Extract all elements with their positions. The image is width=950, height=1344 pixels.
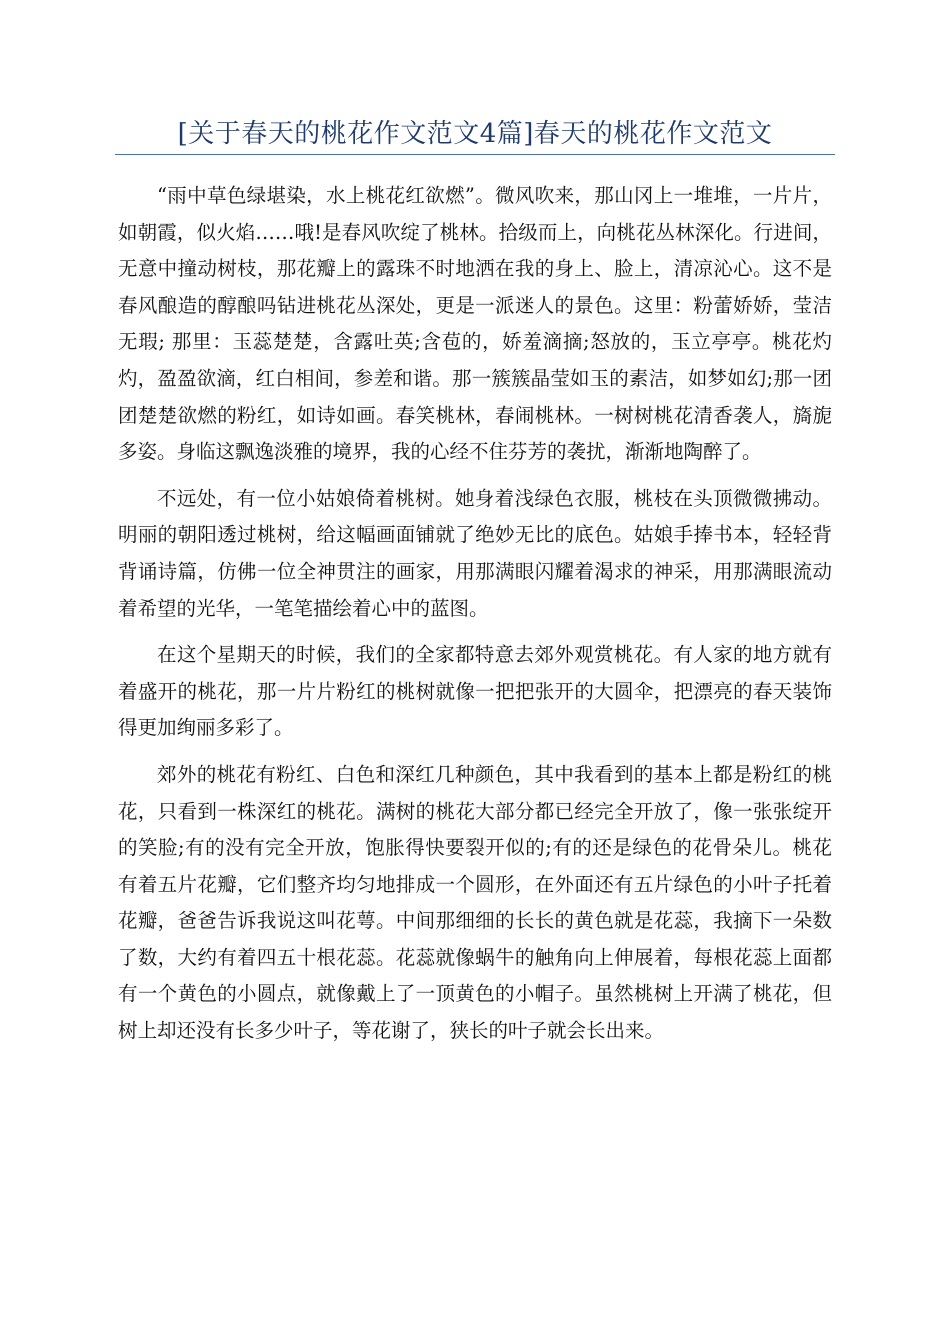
paragraph-2: 不远处，有一位小姑娘倚着桃树。她身着浅绿色衣服，桃枝在头顶微微拂动。明丽的朝阳透过桃树，给这幅画面铺就了绝妙无比的底色。姑娘手捧书本，轻轻背背诵诗篇，仿佛一位全神贯注的画家，用那满眼闪耀着渴求的神采，用那满眼流动着希望的光华，一笔笔描绘着心中的蓝图。 [118,486,832,620]
title-underline [115,154,835,155]
paragraph-1: “雨中草色绿堪染，水上桃花红欲燃”。微风吹来，那山冈上一堆堆，一片片，如朝霞，似火焰……哦!是春风吹绽了桃林。拾级而上，向桃花丛林深化。行进间，无意中撞动树枝，那花瓣上的露珠不时地洒在我的身上、脸上，清凉沁心。这不是春风酿造的醇酿吗钻进桃花丛深处，更是一派迷人的景色。这里：粉蕾娇娇，莹洁无瑕; 那里：玉蕊楚楚，含露吐英;含苞的，娇羞滴摘;怒放的，玉立亭亭。桃花灼灼，盈盈欲滴，红白相间，参差和谐。那一簇簇晶莹如玉的素洁，如梦如幻;那一团团楚楚欲燃的粉红，如诗如画。春笑桃林，春闹桃林。一树树桃花清香袭人，旖旎多姿。身临这飘逸淡雅的境界，我的心经不住芬芳的袭扰，渐渐地陶醉了。 [118,184,832,464]
document-title: [关于春天的桃花作文范文4篇]春天的桃花作文范文 [177,119,773,149]
document-body [118,178,832,1060]
paragraph-3: 在这个星期天的时候，我们的全家都特意去郊外观赏桃花。有人家的地方就有着盛开的桃花，那一片片粉红的桃树就像一把把张开的大圆伞，把漂亮的春天装饰得更加绚丽多彩了。 [118,643,832,740]
paragraph-4: 郊外的桃花有粉红、白色和深红几种颜色，其中我看到的基本上都是粉红的桃花，只看到一株深红的桃花。满树的桃花大部分都已经完全开放了，像一张张绽开的笑脸;有的没有完全开放，饱胀得快要裂开似的;有的还是绿色的花骨朵儿。桃花有着五片花瓣，它们整齐均匀地排成一个圆形，在外面还有五片绿色的小叶子托着花瓣，爸爸告诉我说这叫花萼。中间那细细的长长的黄色就是花蕊，我摘下一朵数了数，大约有着四五十根花蕊。花蕊就像蜗牛的触角向上伸展着，每根花蕊上面都有一个黄色的小圆点，就像戴上了一顶黄色的小帽子。虽然桃树上开满了桃花，但树上却还没有长多少叶子，等花谢了，狭长的叶子就会长出来。 [118,762,832,1043]
